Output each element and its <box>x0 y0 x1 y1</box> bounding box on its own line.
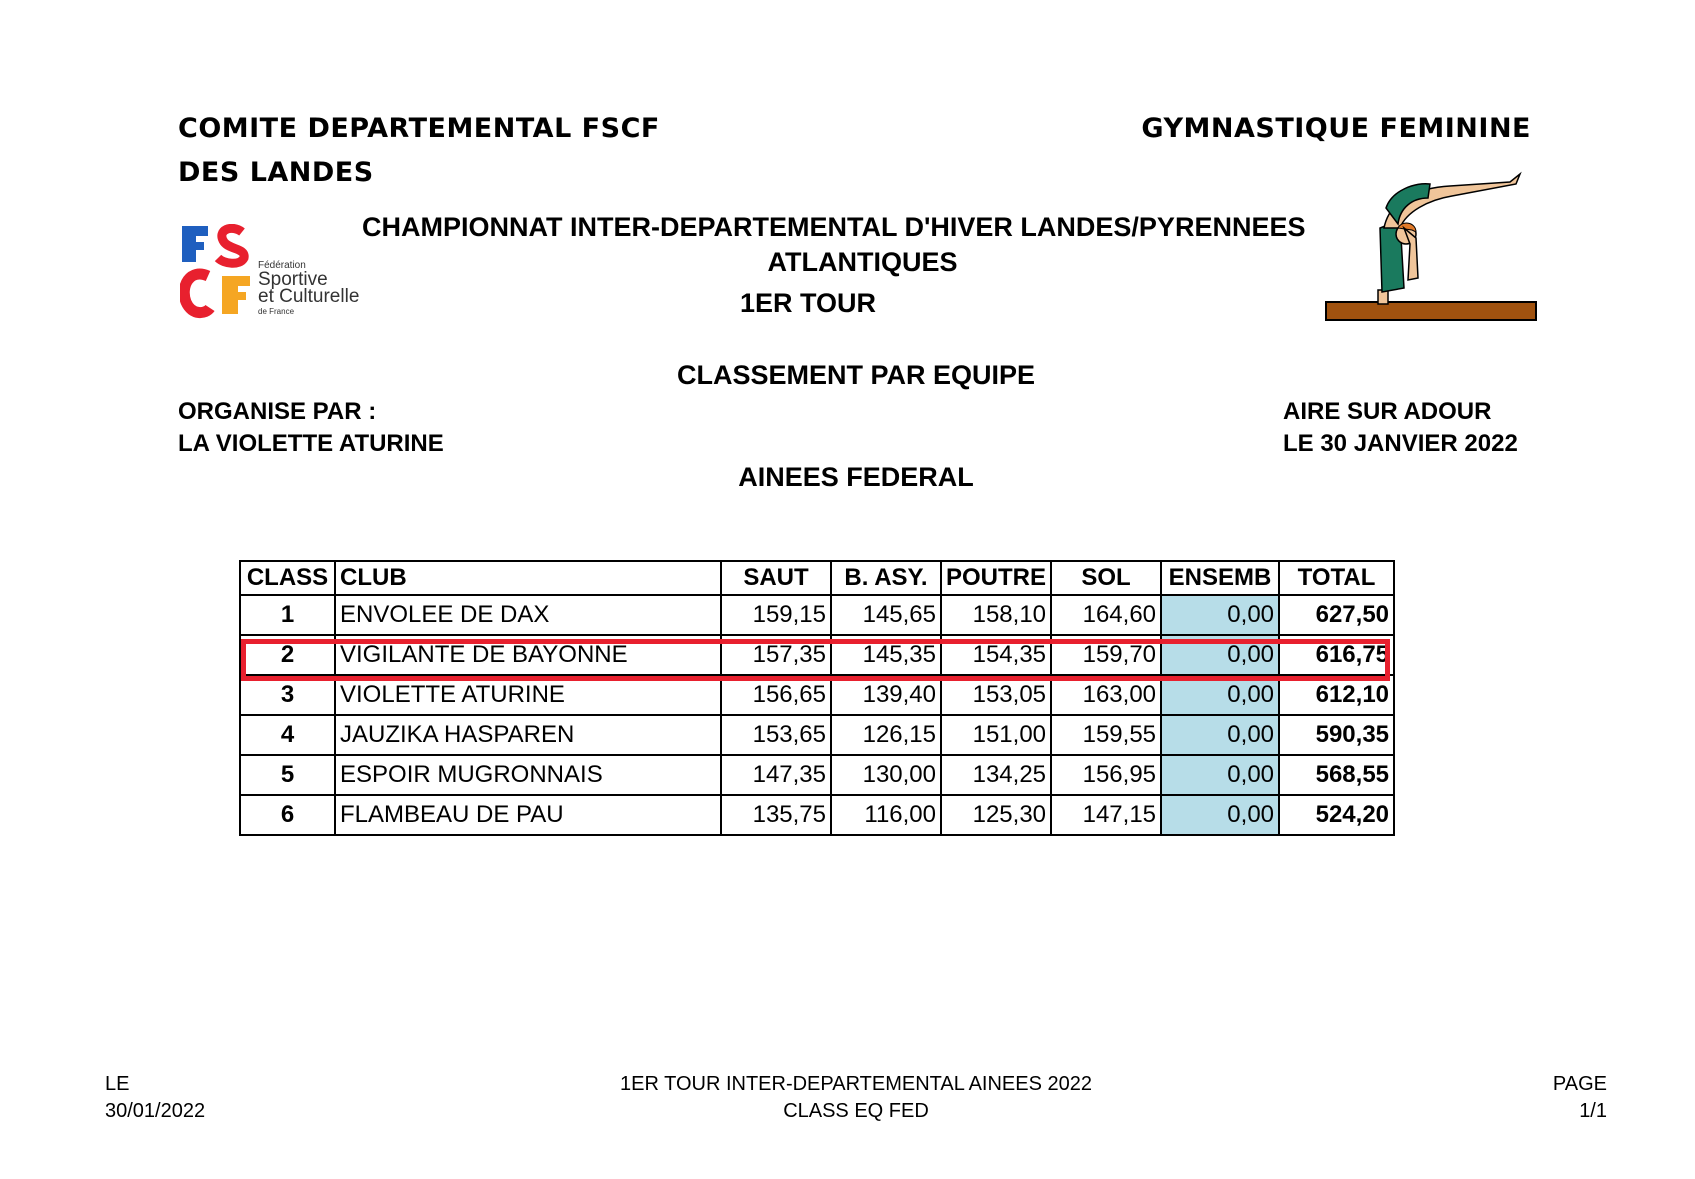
cell-rank: 6 <box>240 795 335 835</box>
header-saut: SAUT <box>721 561 831 595</box>
team-ranking-table <box>239 560 1395 836</box>
category-title: AINEES FEDERAL <box>738 462 974 492</box>
cell-ensemble: 0,00 <box>1161 715 1279 755</box>
cell-club: ENVOLEE DE DAX <box>335 595 721 635</box>
cell-poutre: 151,00 <box>941 715 1051 755</box>
table-header-row <box>240 561 1394 595</box>
cell-sol: 163,00 <box>1051 675 1161 715</box>
championship-title-line2: ATLANTIQUES <box>767 247 958 277</box>
cell-sol: 164,60 <box>1051 595 1161 635</box>
cell-poutre: 153,05 <box>941 675 1051 715</box>
table-row <box>240 715 1394 755</box>
logo-text-federation: Fédération <box>258 260 306 271</box>
cell-rank: 5 <box>240 755 335 795</box>
footer-le-label: LE <box>105 1073 130 1095</box>
cell-saut: 156,65 <box>721 675 831 715</box>
cell-saut: 159,15 <box>721 595 831 635</box>
footer-page-label: PAGE <box>1552 1073 1607 1095</box>
footer-date: 30/01/2022 <box>105 1100 206 1122</box>
round-title: 1ER TOUR <box>740 288 877 318</box>
table-row <box>240 595 1394 635</box>
footer-title-line1: 1ER TOUR INTER-DEPARTEMENTAL AINEES 2022 <box>620 1073 1092 1095</box>
organiser-name: LA VIOLETTE ATURINE <box>178 430 444 457</box>
cell-rank: 3 <box>240 675 335 715</box>
gymnast-illustration <box>1320 168 1540 328</box>
cell-sol: 159,55 <box>1051 715 1161 755</box>
cell-sol: 156,95 <box>1051 755 1161 795</box>
header-poutre: POUTRE <box>941 561 1051 595</box>
cell-ensemble: 0,00 <box>1161 635 1279 675</box>
cell-barres: 139,40 <box>831 675 941 715</box>
cell-rank: 1 <box>240 595 335 635</box>
cell-saut: 157,35 <box>721 635 831 675</box>
cell-barres: 130,00 <box>831 755 941 795</box>
cell-barres: 145,35 <box>831 635 941 675</box>
committee-name-line1: COMITE DEPARTEMENTAL FSCF <box>178 113 660 144</box>
header-club: CLUB <box>335 561 721 595</box>
logo-text-culturelle: et Culturelle <box>258 286 360 307</box>
cell-club: ESPOIR MUGRONNAIS <box>335 755 721 795</box>
cell-ensemble: 0,00 <box>1161 595 1279 635</box>
cell-saut: 153,65 <box>721 715 831 755</box>
cell-sol: 147,15 <box>1051 795 1161 835</box>
logo-text-de-france: de France <box>258 307 295 316</box>
cell-ensemble: 0,00 <box>1161 795 1279 835</box>
discipline-title: GYMNASTIQUE FEMININE <box>1141 113 1531 144</box>
cell-poutre: 125,30 <box>941 795 1051 835</box>
cell-club: VIOLETTE ATURINE <box>335 675 721 715</box>
cell-total: 568,55 <box>1279 755 1394 795</box>
organised-by-label: ORGANISE PAR : <box>178 398 377 425</box>
cell-club: FLAMBEAU DE PAU <box>335 795 721 835</box>
header-total: TOTAL <box>1279 561 1394 595</box>
cell-rank: 4 <box>240 715 335 755</box>
cell-ensemble: 0,00 <box>1161 755 1279 795</box>
header-ensemble: ENSEMB <box>1161 561 1279 595</box>
cell-saut: 147,35 <box>721 755 831 795</box>
header-sol: SOL <box>1051 561 1161 595</box>
cell-poutre: 134,25 <box>941 755 1051 795</box>
cell-club: JAUZIKA HASPAREN <box>335 715 721 755</box>
table-row-highlighted <box>240 635 1394 675</box>
cell-barres: 145,65 <box>831 595 941 635</box>
cell-ensemble: 0,00 <box>1161 675 1279 715</box>
committee-name-line2: DES LANDES <box>178 157 374 188</box>
ranking-title: CLASSEMENT PAR EQUIPE <box>676 360 1036 390</box>
cell-total: 627,50 <box>1279 595 1394 635</box>
cell-sol: 159,70 <box>1051 635 1161 675</box>
cell-saut: 135,75 <box>721 795 831 835</box>
cell-poutre: 158,10 <box>941 595 1051 635</box>
cell-total: 616,75 <box>1279 635 1394 675</box>
event-date: LE 30 JANVIER 2022 <box>1283 430 1518 457</box>
logo-text-sportive: Sportive <box>258 269 328 290</box>
cell-poutre: 154,35 <box>941 635 1051 675</box>
cell-total: 524,20 <box>1279 795 1394 835</box>
cell-barres: 126,15 <box>831 715 941 755</box>
cell-rank: 2 <box>240 635 335 675</box>
table-row <box>240 675 1394 715</box>
header-class: CLASS <box>240 561 335 595</box>
cell-total: 590,35 <box>1279 715 1394 755</box>
footer-title-line2: CLASS EQ FED <box>783 1100 929 1122</box>
event-place: AIRE SUR ADOUR <box>1283 398 1492 425</box>
header-barres-asymetriques: B. ASY. <box>831 561 941 595</box>
table-row <box>240 755 1394 795</box>
championship-title-line1: CHAMPIONNAT INTER-DEPARTEMENTAL D'HIVER LANDES/PYRENNEES <box>362 212 1306 242</box>
cell-club: VIGILANTE DE BAYONNE <box>335 635 721 675</box>
cell-barres: 116,00 <box>831 795 941 835</box>
footer-page-number: 1/1 <box>1579 1100 1607 1122</box>
table-row <box>240 795 1394 835</box>
cell-total: 612,10 <box>1279 675 1394 715</box>
